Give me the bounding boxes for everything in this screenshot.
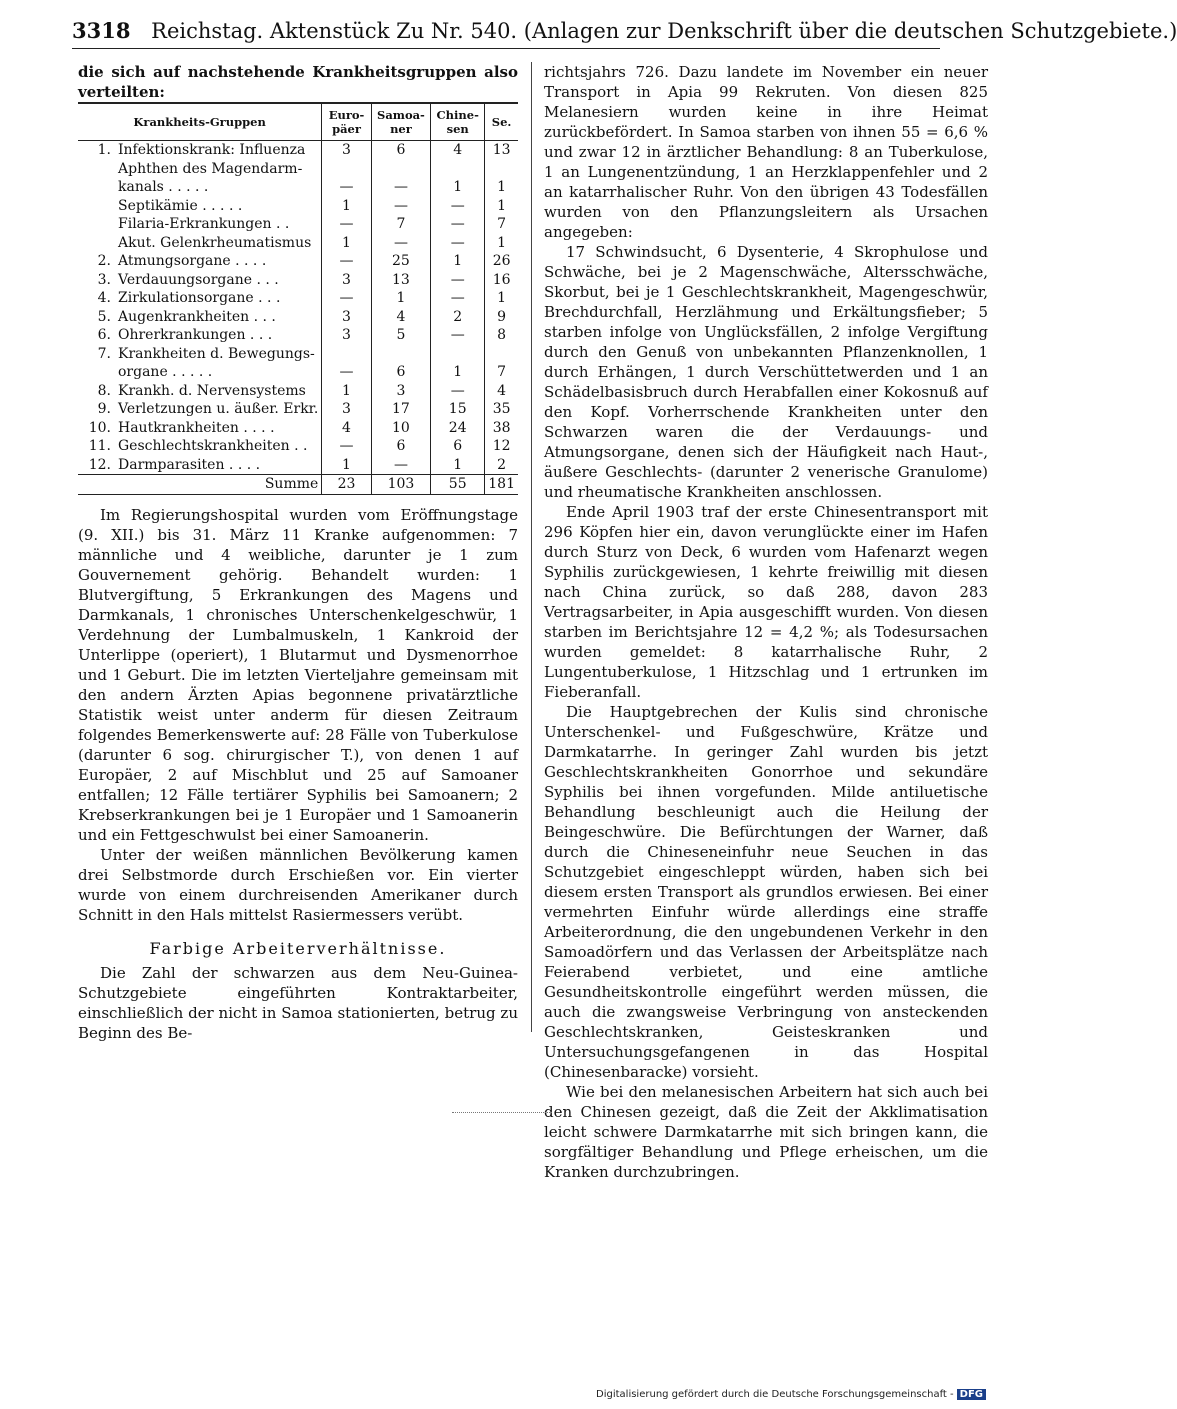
row-number: 12. [88, 456, 111, 473]
table-row [78, 234, 518, 253]
row-disease-name: Geschlechtskrankheiten . . [118, 438, 308, 454]
cell-chinese: 2 [431, 308, 485, 327]
table-row [78, 382, 518, 401]
row-disease-name: Hautkrankheiten . . . . [118, 419, 275, 436]
cell-samoans: 1 [371, 289, 430, 308]
header-disease-groups: Krankheits-Gruppen [78, 103, 322, 141]
cell-samoans: 13 [371, 271, 430, 290]
row-disease-name: Septikämie . . . . . [118, 197, 243, 214]
cell-europeans [322, 160, 371, 179]
cell-total: 35 [485, 400, 518, 419]
row-disease-name: Augenkrankheiten . . . [118, 308, 276, 325]
cell-total: 7 [485, 215, 518, 234]
cell-samoans: — [371, 456, 430, 475]
row-number: 1. [97, 142, 111, 158]
cell-total: 38 [485, 419, 518, 438]
section-title: Farbige Arbeiterverhältnisse. [149, 938, 447, 958]
table-row [78, 289, 518, 308]
cell-total: 16 [485, 271, 518, 290]
row-disease-name: kanals . . . . . [118, 179, 209, 195]
cell-europeans: — [322, 363, 371, 382]
table-header-row [78, 103, 518, 141]
cell-europeans: 3 [322, 141, 371, 160]
cell-chinese: 6 [431, 437, 485, 456]
table-row [78, 141, 518, 160]
cell-samoans [371, 160, 430, 179]
row-disease-name: Krankheiten d. Bewegungs- [118, 345, 315, 362]
row-disease-name: Filaria-Erkrankungen . . [118, 216, 290, 232]
header-total: Se. [485, 103, 518, 141]
cell-chinese: — [431, 197, 485, 216]
cell-europeans: 4 [322, 419, 371, 438]
sum-total: 181 [485, 475, 518, 495]
header-samoans: Samoa-ner [371, 103, 430, 141]
left-column [78, 62, 518, 1043]
running-header [72, 14, 1177, 49]
row-disease-name: Verdauungsorgane . . . [118, 271, 279, 288]
cell-europeans: 3 [322, 308, 371, 327]
paragraph-hospital: Im Regierungshospital wurden vom Eröffnungstage (9. XII.) bis 31. März 11 Kranke aufgenommen: 7 männliche und 4 weibliche, darunter je 1 zum Gouvernement gehörig. Behandelt wurden: 1 Blutvergiftung, 5 Erkrankungen des Magens und Darmkanals, 1 chronisches Unterschenkelgeschwür, 1 Verdehnung der Lumbalmuskeln, 1 Kankroid der Unterlippe (operiert), 1 Blutarmut und Dysmenorrhoe und 1 Geburt. Die im letzten Vierteljahre gemeinsam mit den andern Ärzten Apias begonnene privatärztliche Statistik weist unter anderm für diesen Zeitraum folgendes Bemerkenswerte auf: 28 Fälle von Tuberkulose (darunter 6 sog. chirurgischer T.), von denen 1 auf Europäer, 2 auf Mischblut und 25 auf Samoaner entfallen; 12 Fälle tertiärer Syphilis bei Samoanern; 2 Krebserkrankungen bei je 1 Europäer und 1 Samoanerin und ein Fettgeschwulst bei einer Samoanerin. [78, 505, 518, 844]
table-row [78, 437, 518, 456]
row-disease-name: organe . . . . . [118, 364, 213, 380]
cell-total [485, 345, 518, 364]
cell-europeans: 3 [322, 326, 371, 345]
cell-chinese: 1 [431, 456, 485, 475]
cell-total [485, 160, 518, 179]
row-number: 3. [97, 271, 111, 288]
sum-europeans: 23 [322, 475, 371, 495]
cell-europeans: 1 [322, 197, 371, 216]
cell-chinese: 15 [431, 400, 485, 419]
cell-europeans: 1 [322, 382, 371, 401]
row-disease-name: Atmungsorgane . . . . [118, 253, 267, 269]
cell-total: 1 [485, 197, 518, 216]
cell-total: 12 [485, 437, 518, 456]
table-row [78, 345, 518, 364]
cell-chinese: — [431, 326, 485, 345]
row-number: 7. [97, 345, 111, 362]
cell-chinese: — [431, 289, 485, 308]
row-disease-name: Verletzungen u. äußer. Erkr. [118, 401, 319, 417]
table-row [78, 363, 518, 382]
row-number: 4. [97, 290, 111, 306]
row-number [78, 363, 115, 382]
sum-samoans: 103 [371, 475, 430, 495]
table-intro: die sich auf nachstehende Krankheitsgruppen also verteilten: [78, 63, 518, 101]
row-disease-name: Darmparasiten . . . . [118, 456, 261, 473]
cell-samoans: 25 [371, 252, 430, 271]
cell-total: 7 [485, 363, 518, 382]
row-number [78, 160, 115, 179]
cell-samoans: 4 [371, 308, 430, 327]
cell-samoans: 6 [371, 437, 430, 456]
cell-chinese: — [431, 234, 485, 253]
row-disease-name: Krankh. d. Nervensystems [118, 382, 306, 399]
cell-total: 1 [485, 234, 518, 253]
cell-chinese: — [431, 382, 485, 401]
sum-chinese: 55 [431, 475, 485, 495]
row-number [78, 178, 115, 197]
cell-chinese: 1 [431, 363, 485, 382]
row-disease-name: Ohrerkrankungen . . . [118, 327, 273, 343]
dfg-logo: DFG [957, 1389, 986, 1400]
cell-total: 9 [485, 308, 518, 327]
paragraph-suicides: Unter der weißen männlichen Bevölkerung kamen drei Selbstmorde durch Erschießen vor. Ein vierter wurde von einem durchreisenden Amerikaner durch Schnitt in den Hals mittelst Rasiermessers verübt. [78, 845, 518, 924]
page-number: 3318 [72, 18, 131, 43]
row-number [78, 215, 115, 234]
cell-europeans: 1 [322, 234, 371, 253]
end-rule [452, 1112, 552, 1114]
row-disease-name: Zirkulationsorgane . . . [118, 290, 281, 306]
row-number: 5. [97, 308, 111, 325]
right-column [544, 62, 988, 1182]
table-row [78, 326, 518, 345]
column-divider [531, 62, 532, 1032]
row-number: 6. [97, 327, 111, 343]
row-number [78, 197, 115, 216]
cell-chinese: 24 [431, 419, 485, 438]
row-number: 9. [97, 401, 111, 417]
cell-samoans: 6 [371, 141, 430, 160]
row-number: 8. [97, 382, 111, 399]
row-number: 11. [88, 438, 111, 454]
row-disease-name: Akut. Gelenkrheumatismus [118, 234, 312, 251]
cell-europeans [322, 345, 371, 364]
cell-chinese: — [431, 271, 485, 290]
sum-label: Summe [115, 475, 322, 495]
paragraph-acclimatisation: Wie bei den melanesischen Arbeitern hat sich auch bei den Chinesen gezeigt, daß die Zeit der Akklimatisation leicht schwere Darmkatarrhe mit sich bringen kann, die sorgfältiger Behandlung und Pflege erheischen, um die Kranken durchzubringen. [544, 1083, 988, 1181]
cell-total: 1 [485, 178, 518, 197]
table-row [78, 456, 518, 475]
cell-samoans: 5 [371, 326, 430, 345]
cell-samoans: — [371, 234, 430, 253]
row-disease-name: Infektionskrank: Influenza [118, 142, 306, 158]
disease-table [78, 102, 518, 495]
cell-total: 8 [485, 326, 518, 345]
cell-chinese [431, 345, 485, 364]
row-number: 2. [97, 253, 111, 269]
cell-chinese: 1 [431, 178, 485, 197]
cell-europeans: 3 [322, 271, 371, 290]
cell-chinese: 1 [431, 252, 485, 271]
paragraph-chinese-transport: Ende April 1903 traf der erste Chinesentransport mit 296 Köpfen hier ein, davon verunglückte einer im Hafen durch Sturz von Deck, 6 wurden vom Hafenarzt wegen Syphilis zurückgewiesen, 1 kehrte freiwillig mit diesen nach China zurück, so daß 288, davon 283 Vertragsarbeiter, in Apia ausgeschifft wurden. Von diesen starben im Berichtsjahre 12 = 4,2 %; als Todesursachen wurden gemeldet: 8 katarrhalische Ruhr, 2 Lungentuberkulose, 1 Hitzschlag und 1 ertrunken im Fieberanfall. [544, 503, 988, 701]
footer-text: Digitalisierung gefördert durch die Deutsche Forschungsgemeinschaft - [596, 1389, 954, 1400]
table-row [78, 215, 518, 234]
cell-total: 13 [485, 141, 518, 160]
cell-samoans: 3 [371, 382, 430, 401]
row-number [78, 234, 115, 253]
paragraph-melanesians: richtsjahrs 726. Dazu landete im November ein neuer Transport in Apia 99 Rekruten. Von diesen 825 Melanesiern wurden keine in ihre Heimat zurückbefördert. In Samoa starben von ihnen 55 = 6,6 % und zwar 12 in ärztlicher Behandlung: 8 an Tuberkulose, 1 an Lungenentzündung, 1 an Herzklappenfehler und 2 an katarrhalischer Ruhr. Von den übrigen 43 Todesfällen wurden von den Pflanzungsleitern als Ursachen angegeben: [544, 63, 988, 241]
cell-samoans [371, 345, 430, 364]
table-row [78, 419, 518, 438]
table-row [78, 271, 518, 290]
row-disease-name: Aphthen des Magendarm- [118, 160, 303, 177]
paragraph-causes-of-death: 17 Schwindsucht, 6 Dysenterie, 4 Skrophulose und Schwäche, bei je 2 Magenschwäche, Altersschwäche, Skorbut, bei je 1 Geschlechtskrankheit, Magengeschwür, Brechdurchfall, Herzlähmung und Erkältungsfieber; 5 starben infolge von Unglücksfällen, 2 infolge Vergiftung durch den Genuß von unbekannten Pflanzenknollen, 1 durch Erhängen, 1 durch Verschüttetwerden und 1 an Schädelbasisbruch durch Herabfallen einer Kokosnuß auf den Kopf. Vorherrschende Krankheiten unter den Schwarzen waren die der Verdauungs- und Atmungsorgane, denen sich der Häufigkeit nach Haut-, äußere Geschlechts- (darunter 2 venerische Granulome) und rheumatische Krankheiten anschlossen. [544, 243, 988, 501]
cell-europeans: 3 [322, 400, 371, 419]
cell-total: 1 [485, 289, 518, 308]
table-row [78, 160, 518, 179]
cell-europeans: — [322, 289, 371, 308]
header-chinese: Chine-sen [431, 103, 485, 141]
cell-europeans: — [322, 437, 371, 456]
table-row [78, 178, 518, 197]
cell-europeans: — [322, 252, 371, 271]
table-row [78, 252, 518, 271]
paragraph-labourers-start: Die Zahl der schwarzen aus dem Neu-Guinea-Schutzgebiete eingeführten Kontraktarbeiter, einschließlich der nicht in Samoa stationierten, betrug zu Beginn des Be- [78, 963, 518, 1042]
cell-samoans: 7 [371, 215, 430, 234]
cell-samoans: 10 [371, 419, 430, 438]
cell-total: 4 [485, 382, 518, 401]
footer-credit [596, 1389, 986, 1400]
table-row [78, 308, 518, 327]
cell-europeans: 1 [322, 456, 371, 475]
running-title: Reichstag. Aktenstück Zu Nr. 540. (Anlagen zur Denkschrift über die deutschen Schutzgebiete.) [151, 19, 1177, 43]
cell-samoans: — [371, 197, 430, 216]
table-sum-row [78, 475, 518, 495]
cell-samoans: 6 [371, 363, 430, 382]
cell-chinese [431, 160, 485, 179]
cell-chinese: — [431, 215, 485, 234]
header-europeans: Euro-päer [322, 103, 371, 141]
table-row [78, 197, 518, 216]
row-number: 10. [88, 419, 111, 436]
cell-europeans: — [322, 178, 371, 197]
cell-chinese: 4 [431, 141, 485, 160]
cell-samoans: — [371, 178, 430, 197]
table-row [78, 400, 518, 419]
cell-europeans: — [322, 215, 371, 234]
cell-samoans: 17 [371, 400, 430, 419]
paragraph-coolie-ailments: Die Hauptgebrechen der Kulis sind chronische Unterschenkel- und Fußgeschwüre, Krätze und Darmkatarrhe. In geringer Zahl wurden bis jetzt Geschlechtskrankheiten Gonorrhoe und sekundäre Syphilis bei ihnen vorgefunden. Milde antiluetische Behandlung beschleunigt auch die Heilung der Beingeschwüre. Die Befürchtungen der Warner, daß durch die Chineseneinfuhr neue Seuchen in das Schutzgebiet eingeschleppt würden, haben sich bei diesem ersten Transport als grundlos erwiesen. Bei einer vermehrten Einfuhr würde allerdings eine straffe Arbeiterordnung, die den ungebundenen Verkehr in den Samoadörfern und das Verlassen der Arbeitsplätze nach Feierabend verbietet, und eine amtliche Gesundheitskontrolle eingeführt werden müssen, die auch die zwangsweise Verbringung von ansteckenden Geschlechtskranken, Geisteskranken und Untersuchungsgefangenen in das Hospital (Chinesenbaracke) vorsieht. [544, 703, 988, 1081]
cell-total: 2 [485, 456, 518, 475]
cell-total: 26 [485, 252, 518, 271]
